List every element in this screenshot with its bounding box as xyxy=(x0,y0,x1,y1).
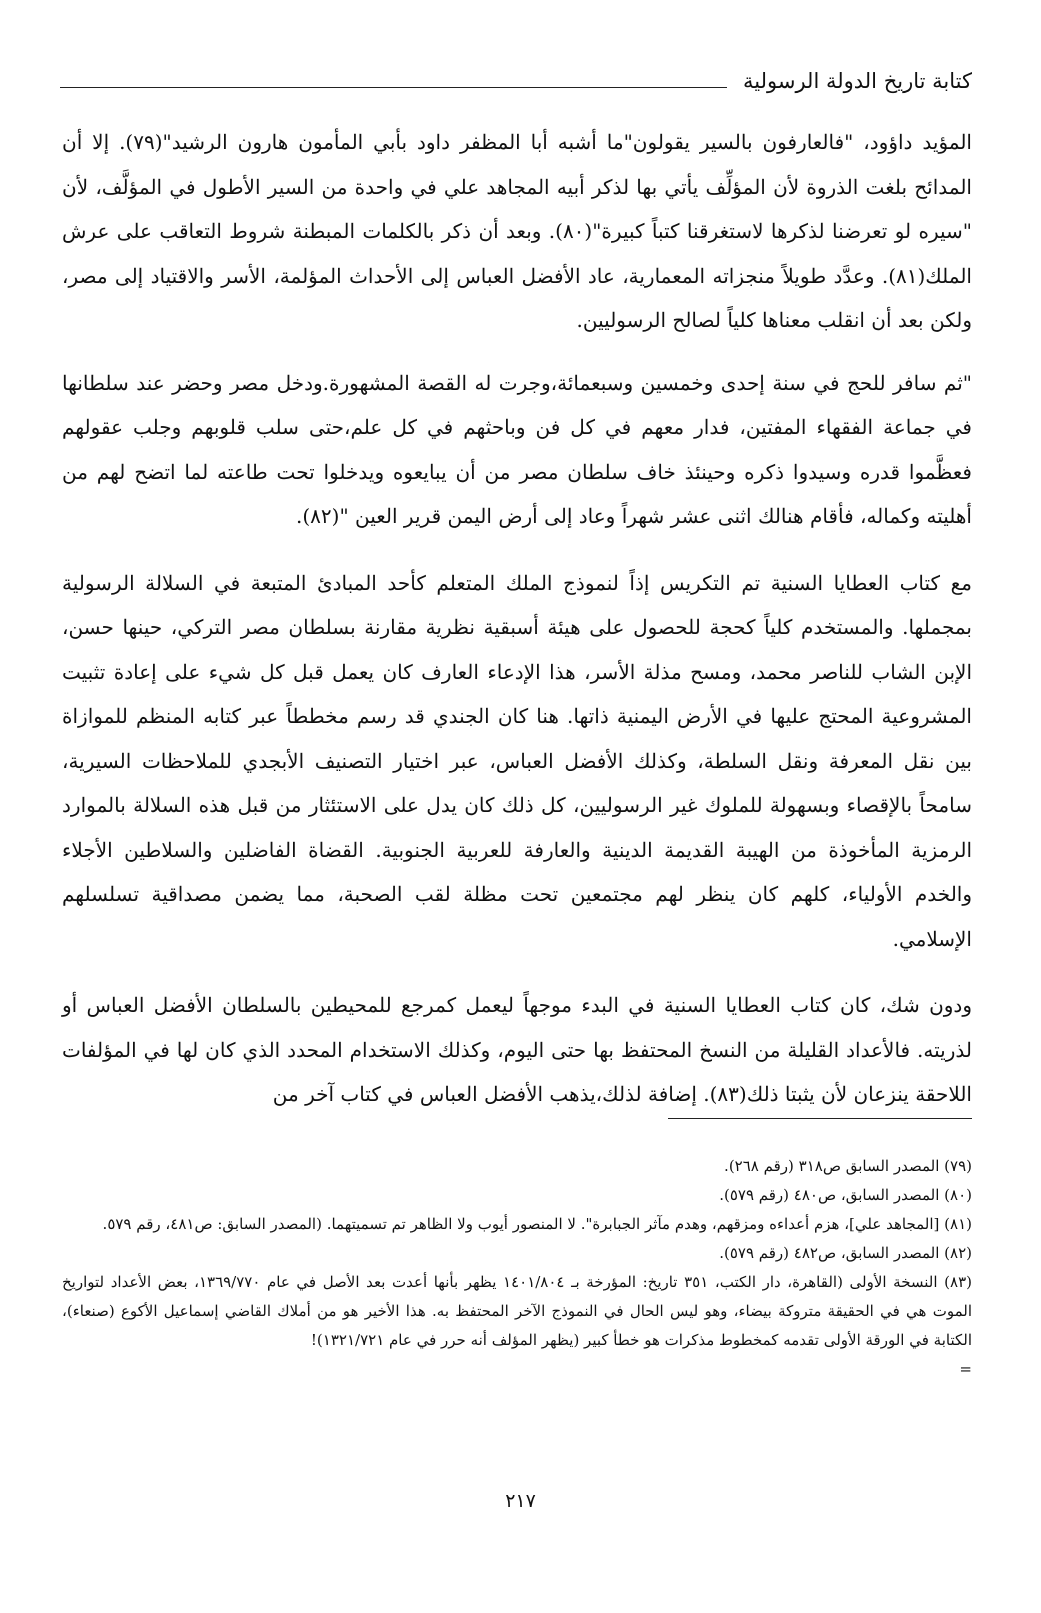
footnote-83: (٨٣) النسخة الأولى (القاهرة، دار الكتب، ٣٥١ تاريخ: المؤرخة بـ ١٤٠١/٨٠٤ يظهر بأنها أعدت بعد الأصل في عام ١٣٦٩/٧٧٠، بعض الأعداد لتواريخ الموت هي في الحقيقة متروكة بيضاء، وهو ليس الحال في النموذج الآخر المحتفظ به. هذا الأخير هو من أملاك القاضي إسماعيل الأكوع (صنعاء)، الكتابة في الورقة الأولى تقدمه كمخطوط مذكرات هو خطأ كبير (يظهر المؤلف أنه حرر في عام ١٣٢١/٧٢١)! xyxy=(62,1273,972,1349)
paragraph: ودون شك، كان كتاب العطايا السنية في البدء موجهاً ليعمل كمرجع للمحيطين بالسلطان الأفضل العباس أو لذريته. فالأعداد القليلة من النسخ المحتفظ بها حتى اليوم، وكذلك الاستخدام المحدد الذي كان لها في المؤلفات اللاحقة ينزعان لأن يثبتا ذلك(٨٣). إضافة لذلك،يذهب الأفضل العباس في كتاب آخر من xyxy=(62,993,972,1106)
page-number: ٢١٧ xyxy=(505,1490,536,1512)
footnotes xyxy=(62,1152,972,1384)
footnote-separator xyxy=(668,1118,972,1119)
running-header xyxy=(60,52,972,92)
paragraph: مع كتاب العطايا السنية تم التكريس إذاً لنموذج الملك المتعلم كأحد المبادئ المتبعة في السلالة الرسولية بمجملها. والمستخدم كلياً كحجة للحصول على هيئة أسبقية نظرية مقارنة بسلطان مصر التركي، حينها حسن، الإبن الشاب للناصر محمد، ومسح مذلة الأسر، هذا الإدعاء العارف كان يعمل قبل كل شيء على إعادة تثبيت المشروعية المحتج عليها في الأرض اليمنية ذاتها. هنا كان الجندي قد رسم مخططاً عبر كتابه المنظم للموازاة بين نقل المعرفة ونقل السلطة، وكذلك الأفضل العباس، عبر اختيار التصنيف الأبجدي للملاحظات السيرية، سامحاً بالإقصاء وبسهولة للملوك غير الرسوليين، كل ذلك كان يدل على الاستئثار من قبل هذه السلالة بالموارد الرمزية المأخوذة من الهيبة القديمة الدينية والعارفة للعربية الجنوبية. القضاة الفاضلين والسلاطين الأجلاء والخدم الأولياء، كلهم كان ينظر لهم مجتمعين تحت مظلة لقب الصحبة، مما يضمن مصداقية تسلسلهم الإسلامي. xyxy=(62,570,972,951)
footnote-80: (٨٠) المصدر السابق، ص٤٨٠ (رقم ٥٧٩). xyxy=(719,1186,972,1204)
header-rule xyxy=(60,87,727,88)
footnote-82: (٨٢) المصدر السابق، ص٤٨٢ (رقم ٥٧٩). xyxy=(719,1244,972,1262)
footnote-continuation-mark: = xyxy=(959,1360,972,1378)
quoted-paragraph: "ثم سافر للحج في سنة إحدى وخمسين وسبعمائة،وجرت له القصة المشهورة.ودخل مصر وحضر عند سلطانها في جماعة الفقهاء المفتين، فدار معهم في كل فن وباحثهم في كل علم،حتى سلب قلوبهم وجلب عقولهم فعظَّموا قدره وسيدوا ذكره وحينئذ خاف سلطان مصر من أن يبايعوه ويدخلوا تحت طاعته لما اتضح لهم من أهليته وكماله، فأقام هنالك اثنى عشر شهراً وعاد إلى أرض اليمن قرير العين "(٨٢). xyxy=(62,370,972,528)
paragraph: المؤيد داؤود، "فالعارفون بالسير يقولون"ما أشبه أبا المظفر داود بأبي المأمون هارون الرشيد"(٧٩). إلا أن المدائح بلغت الذروة لأن المؤلِّف يأتي بها لذكر أبيه المجاهد علي في واحدة من السير الأطول في المؤلَّف، لأن "سيره لو تعرضنا لذكرها لاستغرقنا كتباً كبيرة"(٨٠). وبعد أن ذكر بالكلمات المبطنة شروط التعاقب على عرش الملك(٨١). وعدَّد طويلاً منجزاته المعمارية، عاد الأفضل العباس إلى الأحداث المؤلمة، الأسر والاقتياد إلى مصر، ولكن بعد أن انقلب معناها كلياً لصالح الرسوليين. xyxy=(62,130,973,332)
running-header-title: كتابة تاريخ الدولة الرسولية xyxy=(743,69,972,93)
body-text xyxy=(62,120,972,1139)
footnote-81: (٨١) [المجاهد علي]، هزم أعداءه ومزقهم، وهدم مآثر الجبابرة". لا المنصور أيوب ولا الظاهر تم تسميتهما. (المصدر السابق: ص٤٨١، رقم ٥٧٩. xyxy=(102,1215,972,1233)
footnote-79: (٧٩) المصدر السابق ص٣١٨ (رقم ٢٦٨). xyxy=(724,1157,972,1175)
